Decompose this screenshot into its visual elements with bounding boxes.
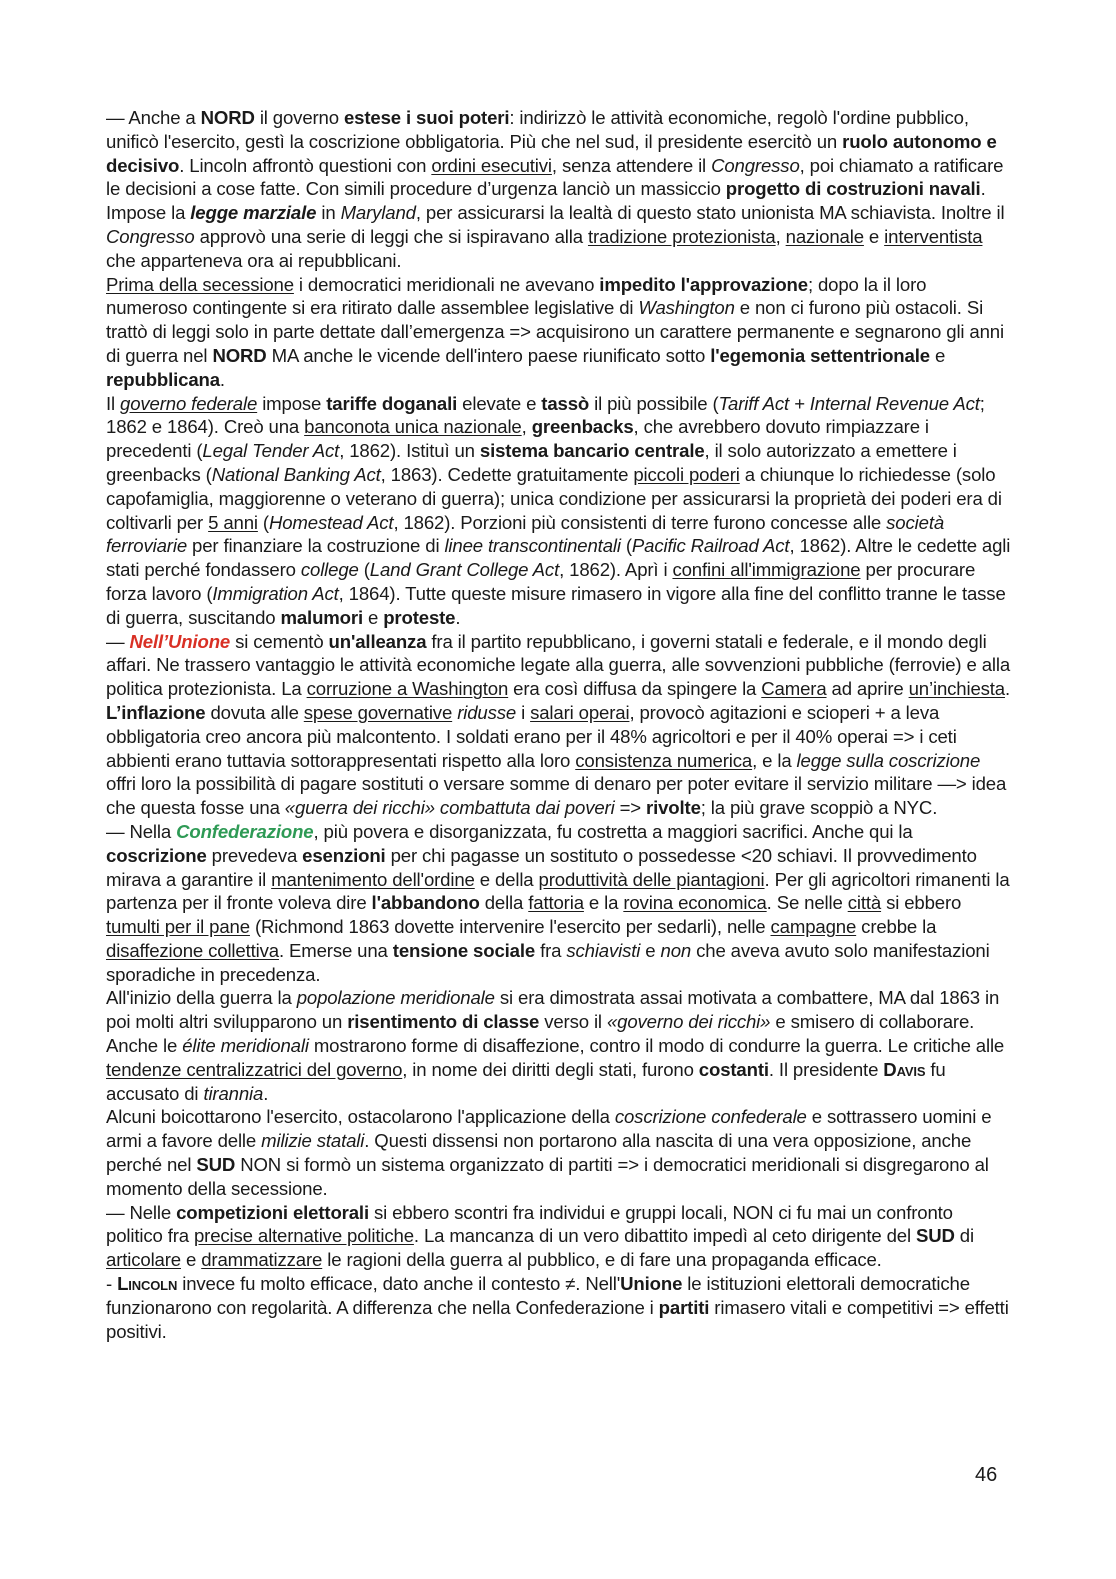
underlined-text: consistenza numerica xyxy=(575,749,753,771)
underlined-text: mantenimento dell'ordine xyxy=(271,868,475,890)
italic-text: Washington xyxy=(638,297,735,319)
text-run: le ragioni della guerra al pubblico, e di fare una propaganda efficace. xyxy=(322,1249,882,1271)
text-run: impose xyxy=(257,392,327,414)
italic-text: non xyxy=(660,939,692,961)
paragraph xyxy=(106,273,1011,392)
underlined-text: fattoria xyxy=(528,892,584,914)
text-run: il governo xyxy=(254,107,344,128)
bold-text: l'abbandono xyxy=(371,892,480,914)
text-run: , più povera e disorganizzata, fu costretta a maggiori sacrifici. Anche qui la xyxy=(313,820,913,842)
text-run: (Richmond 1863 dovette intervenire l'esercito per sedarli), nelle xyxy=(249,916,771,938)
italic-text: Congresso xyxy=(711,154,800,176)
bold-text: costanti xyxy=(698,1058,769,1080)
text-run: => xyxy=(614,797,647,819)
text-run: ; dopo la il loro numeroso contingente si era ritirato dalle assemblee legislative di xyxy=(106,273,927,319)
underlined-text: confini all'immigrazione xyxy=(672,559,861,581)
text-run: , xyxy=(521,416,532,438)
bold-text: coscrizione xyxy=(106,844,207,866)
bold-text: rivolte xyxy=(646,797,701,819)
bold-text: impedito l'approvazione xyxy=(599,273,808,295)
paragraph xyxy=(106,986,1011,1105)
small-caps-text: Davis xyxy=(883,1058,926,1080)
bold-text: tensione sociale xyxy=(392,939,536,961)
text-run: e xyxy=(640,939,661,961)
bold-text: sistema bancario centrale xyxy=(479,440,705,462)
text-run: invece fu molto efficace, dato anche il contesto ≠. Nell' xyxy=(177,1273,621,1295)
bold-text: ruolo autonomo e decisivo xyxy=(106,130,997,176)
underlined-text: drammatizzare xyxy=(201,1249,323,1271)
paragraph xyxy=(106,392,1011,630)
italic-text: coscrizione confederale xyxy=(614,1106,807,1128)
text-run: per chi pagasse un sostituto o possedesse <20 schiavi. Il provvedimento mirava a garantire il xyxy=(106,844,977,890)
underlined-text: banconota unica nazionale xyxy=(304,416,522,438)
text-run: mostrarono forme di disaffezione, contro il modo di condurre la guerra. Le critiche alle xyxy=(308,1035,1005,1057)
text-run: i democratici meridionali ne avevano xyxy=(293,273,600,295)
text-run: prevedeva xyxy=(206,844,303,866)
text-run: , 1864). Tutte queste misure rimasero in vigore alla fine del conflitto tranne le tasse di guerra, suscitando xyxy=(106,582,1006,628)
underlined-text: produttività delle piantagioni xyxy=(538,868,765,890)
bold-text: L’inflazione xyxy=(106,701,206,723)
text-run: fra il partito repubblicano, i governi statali e federale, e il mondo degli affari. Ne trassero vantaggio le attività economiche legate alla guerra, alle sovvenzioni pubbliche (ferrovie) e alla politica protezionista. La xyxy=(106,630,1011,700)
highlight-green-text: Confederazione xyxy=(176,820,314,842)
text-run: . Lincoln affrontò questioni con xyxy=(179,154,432,176)
text-run: , 1862). Altre le cedette agli stati perché fondassero xyxy=(106,535,1011,581)
bold-text: greenbacks xyxy=(531,416,634,438)
text-run: , il solo autorizzato a emettere i greenbacks ( xyxy=(106,440,957,485)
bold-text: proteste xyxy=(383,606,456,628)
bold-text: un'alleanza xyxy=(328,630,427,652)
text-run: , 1862). Aprì i xyxy=(559,559,673,581)
text-run: ; la più grave scoppiò a NYC. xyxy=(700,797,938,819)
underlined-text: rovina economica xyxy=(623,892,767,914)
italic-text: legge sulla coscrizione xyxy=(796,749,981,771)
text-run: , in nome dei diritti degli stati, furono xyxy=(402,1058,699,1080)
bold-text: l'egemonia settentrionale xyxy=(710,344,930,366)
bold-text: partiti xyxy=(658,1296,710,1318)
paragraph xyxy=(106,1201,1011,1272)
text-run: — Anche a xyxy=(106,107,201,128)
text-run: MA anche le vicende dell'intero paese riunificato sotto xyxy=(266,344,711,366)
text-run: il più possibile ( xyxy=(589,392,719,414)
paragraph xyxy=(106,701,1011,820)
text-run: . Se nelle xyxy=(766,892,848,914)
text-run: e xyxy=(929,344,946,366)
text-run: , provocò agitazioni e scioperi + a leva obbligatoria creo ancora più malcontento. I soldati erano per il 48% agricoltori e per il 40% operai => i ceti abbienti erano tuttavia sottorappresentati rispetto alla loro xyxy=(106,701,957,771)
bold-text: tariffe doganali xyxy=(326,392,458,414)
bold-text: repubblicana xyxy=(106,368,220,390)
paragraph xyxy=(106,820,1011,987)
text-run: fu accusato di xyxy=(106,1058,946,1104)
text-run: e sottrassero uomini e armi a favore delle xyxy=(106,1106,992,1152)
paragraph xyxy=(106,630,1011,701)
italic-text: popolazione meridionale xyxy=(296,987,495,1009)
underlined-text: piccoli poderi xyxy=(633,463,740,485)
text-run: fra xyxy=(535,939,567,961)
text-run: . La mancanza di un vero dibattito impedì al ceto dirigente del xyxy=(413,1225,916,1247)
text-run: era così diffusa da spingere la xyxy=(508,678,762,700)
bold-text: malumori xyxy=(280,606,363,628)
text-run: si era dimostrata assai motivata a combattere, MA dal 1863 in poi molti altri svilupparono un xyxy=(106,987,1000,1033)
small-caps-text: SUD xyxy=(196,1154,236,1176)
underlined-text: città xyxy=(847,892,882,914)
italic-text: Maryland xyxy=(340,202,416,224)
text-run: si ebbero scontri fra individui e gruppi locali, NON ci fu mai un confronto politico fra xyxy=(106,1201,953,1247)
underlined-italic-text: governo federale xyxy=(120,392,258,414)
text-run: approvò una serie di leggi che si ispiravano alla xyxy=(194,225,588,247)
bold-italic-text: legge marziale xyxy=(190,202,317,224)
underlined-text: corruzione a Washington xyxy=(306,678,509,700)
underlined-text: campagne xyxy=(770,916,857,938)
text-run: ( xyxy=(257,511,269,533)
italic-text: Tariff Act + Internal Revenue Act xyxy=(718,392,980,414)
text-run: offri loro la possibilità di pagare sostituti o versare somme di denaro per poter evitare il servizio militare —> idea che questa fosse una xyxy=(106,773,1007,819)
text-run: , per assicurarsi la lealtà di questo stato unionista MA schiavista. Inoltre il xyxy=(415,202,1005,224)
text-run: dovuta alle xyxy=(205,701,304,723)
paragraph xyxy=(106,1272,1011,1343)
small-caps-text: NORD xyxy=(200,107,255,128)
underlined-text: Camera xyxy=(761,678,827,700)
italic-text: ridusse xyxy=(457,701,517,723)
italic-text: «governo dei ricchi» xyxy=(606,1011,771,1033)
small-caps-text: NORD xyxy=(212,344,267,366)
text-run: . xyxy=(1005,678,1011,700)
italic-text: società ferroviarie xyxy=(106,511,945,557)
underlined-text: spese governative xyxy=(303,701,453,723)
text-run: e non ci furono più ostacoli. Si trattò di leggi solo in parte dettate dall’emergenza => acquisirono un carattere permanente e segnarono gli anni di guerra nel xyxy=(106,297,1004,366)
text-run: per finanziare la costruzione di xyxy=(187,535,445,557)
bold-text: estese i suoi poteri xyxy=(343,107,510,128)
italic-text: linee transcontinentali xyxy=(444,535,621,557)
text-run: le istituzioni elettorali democratiche funzionarono con regolarità. A differenza che nella Confederazione i xyxy=(106,1273,970,1318)
small-caps-text: Lincoln xyxy=(117,1273,178,1295)
text-run: e xyxy=(362,606,384,628)
text-run: e xyxy=(180,1249,202,1271)
bold-text: risentimento di classe xyxy=(347,1011,540,1033)
text-run: . Emerse una xyxy=(278,939,393,961)
text-run: della xyxy=(479,892,529,914)
bold-text: progetto di costruzioni navali xyxy=(725,178,981,200)
text-run: : indirizzò le attività economiche, regolò l'ordine pubblico, unificò l'esercito, gestì la coscrizione obbligatoria. Più che nel sud, il presidente esercitò un xyxy=(106,107,969,152)
text-run: . xyxy=(263,1082,269,1104)
text-run: , 1863). Cedette gratuitamente xyxy=(380,463,634,485)
underlined-text: articolare xyxy=(106,1249,181,1271)
text-run: , 1862). Porzioni più consistenti di terre furono concesse alle xyxy=(393,511,887,533)
underlined-text: tumulti per il pane xyxy=(106,916,250,938)
text-run: e della xyxy=(474,868,539,890)
bold-text: competizioni elettorali xyxy=(176,1201,369,1223)
underlined-text: precise alternative politiche xyxy=(193,1225,414,1247)
text-run: crebbe la xyxy=(856,916,937,938)
italic-text: Congresso xyxy=(106,225,195,247)
text-run: i xyxy=(516,701,531,723)
page-number: 46 xyxy=(975,1464,998,1486)
body-text xyxy=(106,106,1011,1343)
text-run: verso il xyxy=(539,1011,607,1033)
text-run: in xyxy=(316,202,341,224)
text-run: — Nella xyxy=(106,820,177,842)
small-caps-text: SUD xyxy=(915,1225,955,1247)
text-run: che aveva avuto solo manifestazioni sporadiche in precedenza. xyxy=(106,939,990,985)
italic-text: National Banking Act xyxy=(211,463,381,485)
text-run: , e la xyxy=(752,749,797,771)
text-run: e la xyxy=(583,892,624,914)
underlined-text: salari operai xyxy=(530,701,630,723)
underlined-text: tendenze centralizzatrici del governo xyxy=(106,1058,403,1080)
text-run: , xyxy=(775,225,786,247)
italic-text: schiavisti xyxy=(566,939,641,961)
highlight-red-text: Nell’Unione xyxy=(129,630,231,652)
text-run: rimasero vitali e competitivi => effetti positivi. xyxy=(106,1296,1009,1342)
underlined-text: 5 anni xyxy=(208,511,258,533)
text-run: ( xyxy=(620,535,632,557)
text-run: NON si formò un sistema organizzato di partiti => i democratici meridionali si disgregarono al momento della secessione. xyxy=(106,1154,989,1199)
italic-text: college xyxy=(300,559,359,581)
text-run: si cementò xyxy=(230,630,329,652)
text-run: Il xyxy=(106,392,121,414)
text-run: , che avrebbero dovuto rimpiazzare i precedenti ( xyxy=(106,416,929,462)
text-run: per procurare forza lavoro ( xyxy=(106,559,976,604)
text-run: si ebbero xyxy=(881,892,962,914)
text-run: . xyxy=(455,606,461,628)
underlined-text: disaffezione collettiva xyxy=(106,939,279,961)
text-run: . Per gli agricoltori rimanenti la partenza per il fronte voleva dire xyxy=(106,868,1010,914)
text-run: — Nelle xyxy=(106,1201,177,1223)
text-run: di xyxy=(954,1225,974,1247)
text-run: e xyxy=(863,225,885,247)
text-run: elevate e xyxy=(457,392,542,414)
underlined-text: interventista xyxy=(884,225,983,247)
text-run: , poi chiamato a ratificare le decisioni a cose fatte. Con simili procedure d’urgenza lanciò un massiccio xyxy=(106,154,1004,200)
italic-text: Immigration Act xyxy=(212,582,339,604)
bold-text: esenzioni xyxy=(302,844,386,866)
text-run: Alcuni boicottarono l'esercito, ostacolarono l'applicazione della xyxy=(106,1106,615,1128)
italic-text: Pacific Railroad Act xyxy=(631,535,790,557)
bold-text: tassò xyxy=(541,392,590,414)
italic-text: élite meridionali xyxy=(182,1035,309,1057)
underlined-text: un’inchiesta xyxy=(908,678,1005,700)
text-run: ( xyxy=(358,559,370,581)
underlined-text: tradizione protezionista xyxy=(587,225,776,247)
text-run: — xyxy=(106,630,130,652)
text-run: . Questi dissensi non portarono alla nascita di una vera opposizione, anche perché nel xyxy=(106,1130,972,1176)
italic-text: «guerra dei ricchi» combattuta dai poveri xyxy=(284,797,615,819)
underlined-text: nazionale xyxy=(785,225,864,247)
italic-text: tirannia xyxy=(203,1082,264,1104)
text-run: e smisero di collaborare. Anche le xyxy=(106,1011,975,1057)
text-run: . Il presidente xyxy=(768,1058,884,1080)
text-run: . xyxy=(219,368,225,390)
text-run: , 1862). Istituì un xyxy=(339,440,480,462)
text-run: che apparteneva ora ai repubblicani. xyxy=(106,249,402,271)
underlined-text: ordini esecutivi xyxy=(431,154,552,176)
text-run: . Impose la xyxy=(106,178,986,224)
text-run: , senza attendere il xyxy=(551,154,712,176)
italic-text: Homestead Act xyxy=(268,511,394,533)
paragraph xyxy=(106,1105,1011,1200)
text-run: - xyxy=(106,1273,118,1295)
text-run: ad aprire xyxy=(826,678,909,700)
text-run: All'inizio della guerra la xyxy=(106,987,297,1009)
italic-text: milizie statali xyxy=(261,1130,365,1152)
bold-text: Unione xyxy=(620,1273,683,1295)
underlined-text: Prima della secessione xyxy=(106,273,294,295)
italic-text: Land Grant College Act xyxy=(369,559,560,581)
paragraph xyxy=(106,106,1011,273)
text-run: ; 1862 e 1864). Creò una xyxy=(106,392,985,438)
italic-text: Legal Tender Act xyxy=(202,440,340,462)
text-run: a chiunque lo richiedesse (solo capofamiglia, maggiorenne o veterano di guerra); unica condizione per assicurarsi la proprietà dei poderi era di coltivarli per xyxy=(106,463,1002,533)
